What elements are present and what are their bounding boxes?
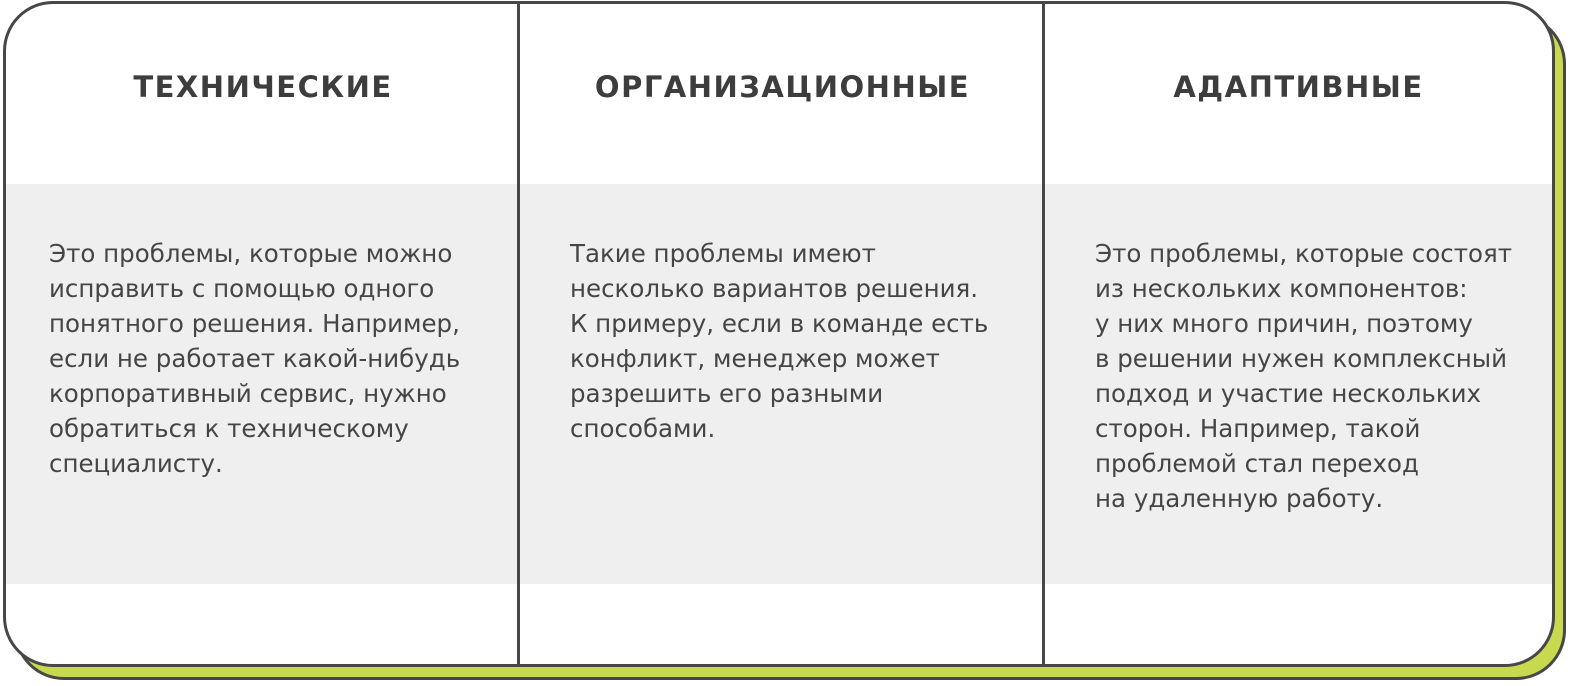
column-title-adaptive: АДАПТИВНЫЕ [1173, 70, 1424, 104]
problem-types-table [3, 1, 1555, 667]
column-text-organizational: Такие проблемы имеют несколько вариантов решения. К примеру, если в команде есть конфликт, менеджер может разрешить его разными способами. [570, 239, 989, 443]
column-title-technical: ТЕХНИЧЕСКИЕ [133, 70, 393, 104]
column-title-organizational: ОРГАНИЗАЦИОННЫЕ [594, 70, 971, 104]
column-organizational [520, 4, 1045, 664]
column-text-adaptive: Это проблемы, которые состоят из нескольких компонентов: у них много причин, поэтому в решении нужен комплексный подход и участие нескольких сторон. Например, такой проблемой стал переход на удаленную работу. [1095, 239, 1512, 513]
column-adaptive [1045, 4, 1552, 664]
column-technical [6, 4, 520, 664]
column-text-technical: Это проблемы, которые можно исправить с помощью одного понятного решения. Например, если не работает какой-нибудь корпоративный сервис, нужно обратиться к техническому специалисту. [49, 239, 461, 478]
